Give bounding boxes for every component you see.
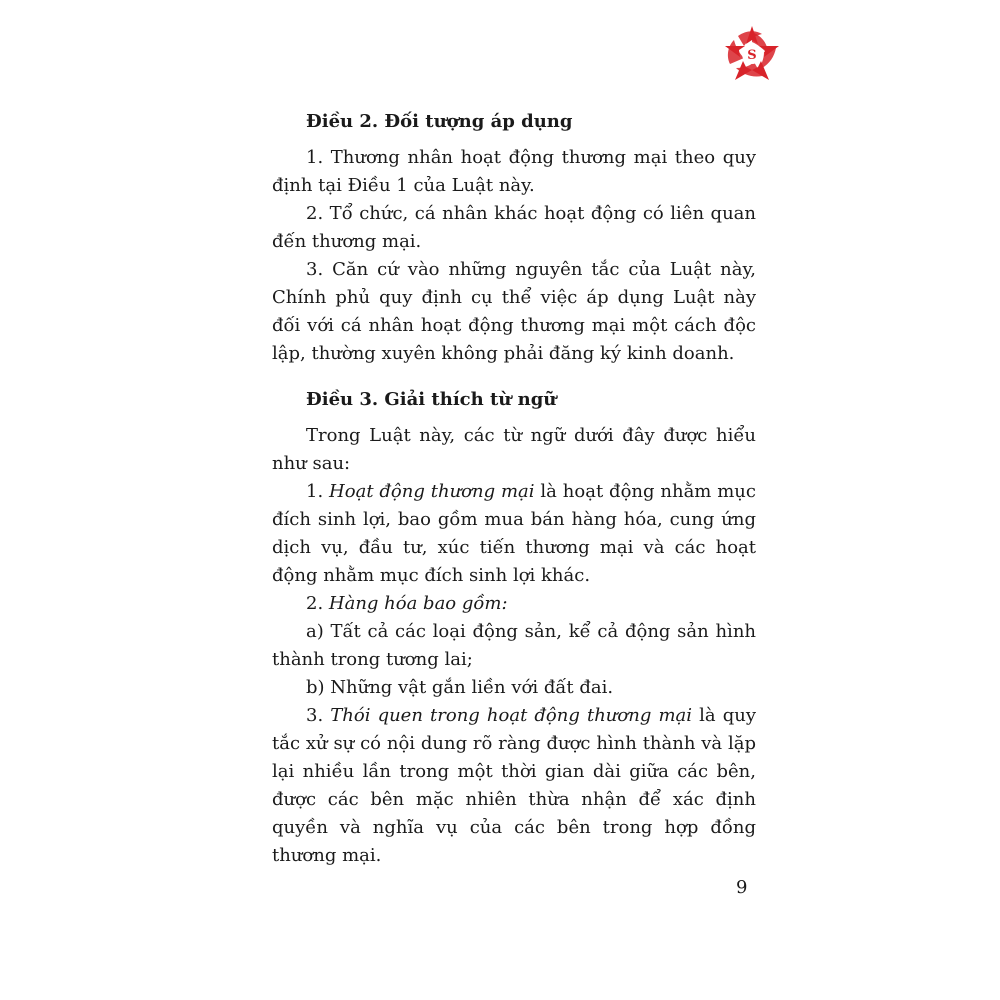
defined-term: Hoạt động thương mại (329, 481, 535, 502)
star-emblem-icon (722, 24, 782, 84)
article-3-intro: Trong Luật này, các từ ngữ dưới đây được hiểu như sau: (272, 425, 756, 474)
article-2-heading: Điều 2. Đối tượng áp dụng (306, 111, 573, 132)
item-number: 2. (306, 593, 329, 614)
definition-text: là hoạt động nhằm mục đích sinh lợi, bao gồm mua bán hàng hóa, cung ứng dịch vụ, đầu tư, xúc tiến thương mại và các hoạt động nhằm mục đích sinh lợi khác. (272, 481, 756, 586)
article-3-item-3 (272, 702, 756, 870)
article-3-item-2-a: a) Tất cả các loại động sản, kể cả động sản hình thành trong tương lai; (272, 621, 756, 670)
item-number: 3. (306, 705, 331, 726)
svg-text:S: S (747, 48, 757, 63)
article-3-item-2-b: b) Những vật gắn liền với đất đai. (306, 677, 614, 698)
article-3-heading: Điều 3. Giải thích từ ngữ (306, 389, 557, 410)
defined-term: Hàng hóa bao gồm: (328, 593, 508, 614)
book-page-body (272, 108, 756, 870)
publisher-logo (722, 24, 782, 84)
item-number: 1. (306, 481, 330, 502)
article-2-item-2: 2. Tổ chức, cá nhân khác hoạt động có liên quan đến thương mại. (272, 203, 756, 252)
article-3-item-2 (272, 590, 756, 618)
definition-text: là quy tắc xử sự có nội dung rõ ràng được hình thành và lặp lại nhiều lần trong một thời gian dài giữa các bên, được các bên mặc nhiên thừa nhận để xác định quyền và nghĩa vụ của các bên trong hợp đồng thương mại. (272, 705, 756, 866)
article-2-item-1: 1. Thương nhân hoạt động thương mại theo quy định tại Điều 1 của Luật này. (272, 147, 756, 196)
article-3-item-1 (272, 478, 756, 590)
article-2-item-3: 3. Căn cứ vào những nguyên tắc của Luật này, Chính phủ quy định cụ thể việc áp dụng Luật này đối với cá nhân hoạt động thương mại một cách độc lập, thường xuyên không phải đăng ký kinh doanh. (272, 259, 756, 364)
page-number: 9 (736, 877, 748, 898)
defined-term: Thói quen trong hoạt động thương mại (330, 705, 693, 726)
